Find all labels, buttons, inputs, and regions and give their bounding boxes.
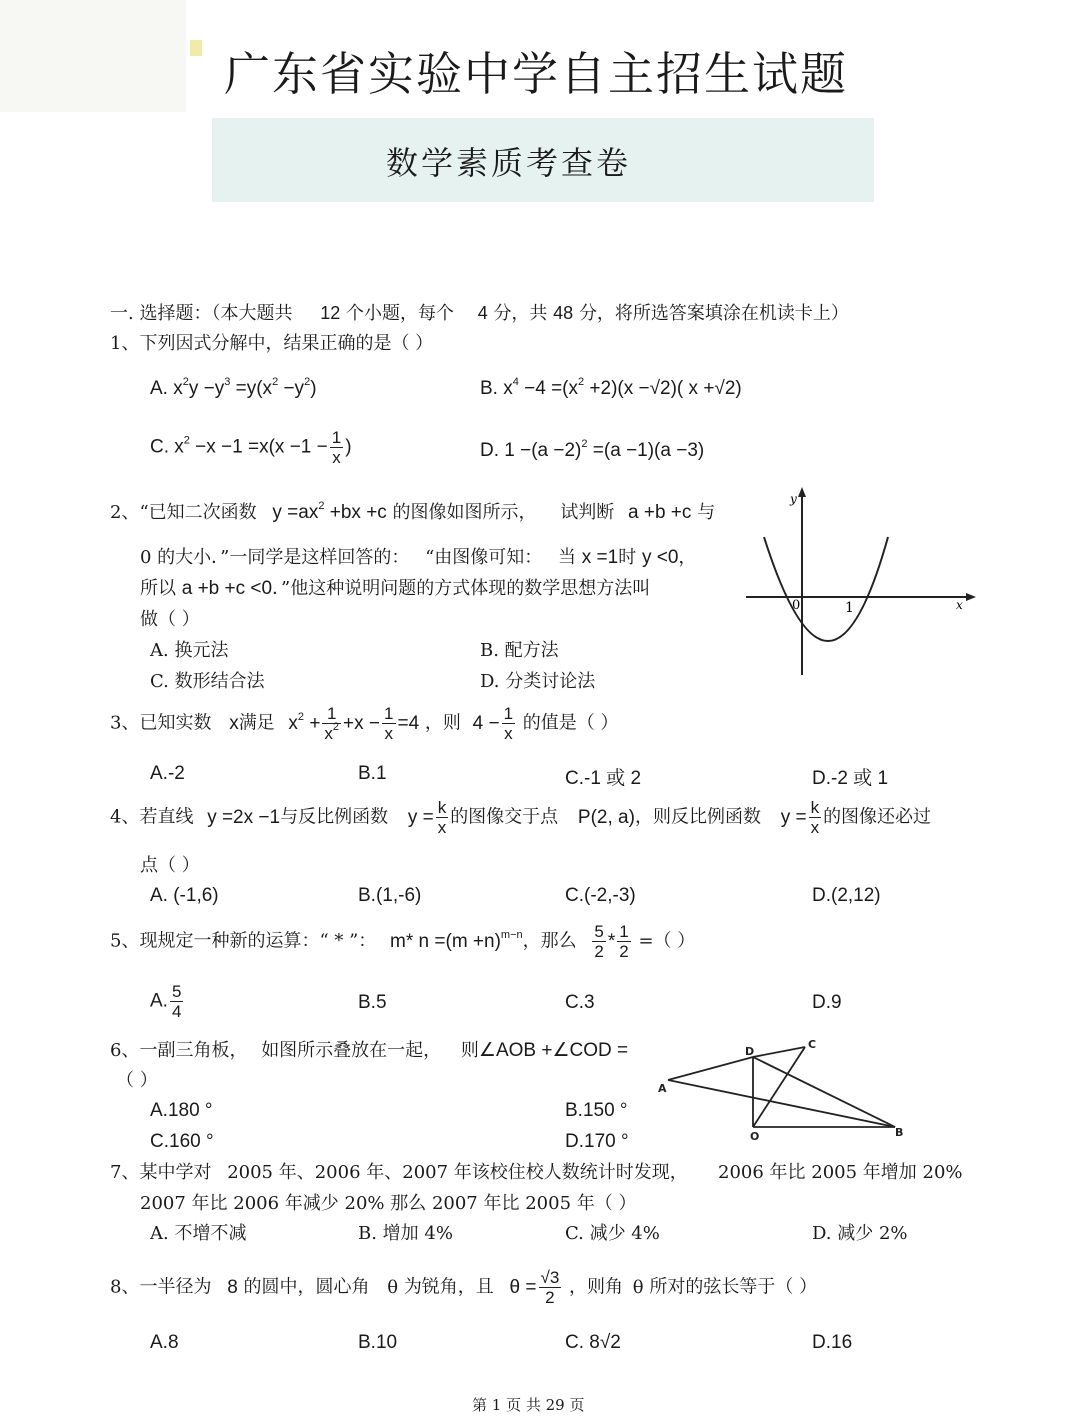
origin-label: 0 [792, 598, 801, 613]
q2-line3: 所以 a +b +c <0．”他这种说明问题的方式体现的数学思想方法叫 [140, 578, 651, 599]
q1-stem: 1、下列因式分解中，结果正确的是（ ） [110, 333, 434, 354]
q4-option-d: D.(2,12) [812, 885, 881, 906]
q7-line1: 7、某中学对 2005 年、2006 年、2007 年该校住校人数统计时发现， [110, 1162, 688, 1183]
q4-option-a: A. (-1,6) [150, 885, 219, 906]
q2-option-b: B. 配方法 [480, 640, 559, 661]
q2-option-a: A. 换元法 [150, 640, 229, 661]
q2-line4: 做（ ） [140, 609, 200, 630]
q6-option-b: B.150 ° [565, 1100, 628, 1121]
q7-line1-right: 2006 年比 2005 年增加 20% [718, 1162, 963, 1183]
q4-option-b: B.(1,-6) [358, 885, 422, 906]
label-b: B [895, 1126, 904, 1139]
y-label: y [790, 492, 797, 506]
q7-option-c: C. 减少 4% [565, 1223, 660, 1244]
q6-option-a: A.180 ° [150, 1100, 213, 1121]
q4-stem: 4、若直线 y =2x −1与反比例函数 y = $\frac{k}{x}$ 的图像交于点 P(2, a)，则反比例函数 y = $\frac{k}{x}$ 的图像还必过 [110, 798, 932, 837]
q3-option-a: A.-2 [150, 763, 185, 784]
q6-option-d: D.170 ° [565, 1131, 629, 1152]
q6-line2: （ ） [116, 1070, 158, 1091]
x-label: x [956, 598, 963, 612]
q3-option-d: D.-2 或 1 [812, 768, 889, 789]
page-footer: 第 1 页 共 29 页 [472, 1396, 585, 1414]
x-axis-arrow [966, 593, 976, 601]
q5-option-c: C.3 [565, 992, 595, 1013]
q7-line2: 2007 年比 2006 年减少 20% 那么 2007 年比 2005 年（ ） [140, 1193, 637, 1214]
parabola-graph [740, 485, 980, 680]
label-d: D [745, 1045, 755, 1058]
q8-option-c: C. 8√2 [565, 1332, 621, 1353]
q8-option-d: D.16 [812, 1332, 853, 1353]
label-o: O [750, 1130, 760, 1143]
q1-option-c: C. $x^2 -x -1 =x(x -1$ − $\frac{1}{x}$ ) [150, 428, 352, 467]
y-axis-arrow [798, 487, 806, 497]
q8-option-b: B.10 [358, 1332, 398, 1353]
q6-stem: 6、一副三角板， 如图所示叠放在一起， 则∠AOB +∠COD = [110, 1040, 629, 1061]
q2-line1: 2、“已知二次函数 $y =ax^2 +bx +c$ 的图像如图所示， 试判断 a +b +c 与 [110, 500, 716, 523]
corner-shade [0, 0, 186, 112]
tick-label: 1 [845, 600, 854, 616]
q5-option-b: B.5 [358, 992, 387, 1013]
q1-option-d: D. $1 -(a -2)^2 =(a -1)(a -3)$ [480, 438, 705, 461]
q4-line2: 点（ ） [140, 855, 200, 876]
yellow-mark [190, 40, 202, 56]
q3-option-c: C.-1 或 2 [565, 768, 642, 789]
q2-option-c: C. 数形结合法 [150, 671, 265, 692]
q2-line2: 0 的大小．”一同学是这样回答的： “由图像可知： 当 x =1时 y <0， [140, 547, 697, 568]
q7-option-d: D. 减少 2% [812, 1223, 908, 1244]
q8-option-a: A.8 [150, 1332, 179, 1353]
q5-stem: 5、现规定一种新的运算：“ * ”： m* $n =(m +n)^{m-n}$，那么 $\frac{5}{2}$ * $\frac{1}{2}$ =（ ） [110, 922, 696, 961]
q4-option-c: C.(-2,-3) [565, 885, 636, 906]
label-a: A [658, 1082, 667, 1095]
section-header: 一. 选择题：（本大题共 12 个小题，每个 4 分，共 48 分，将所选答案填涂在机读卡上） [110, 303, 849, 324]
q1-option-b: B. $x^4 -4 =(x^2 +2)(x -√2)$( x +√2) [480, 376, 742, 399]
q3-stem: 3、已知实数 x满足 $x^2$ + $\frac{1}{x^2}$ +x − $\frac{1}{x}$ =4 ，则 4 − $\frac{1}{x}$ 的值是（ ） [110, 704, 619, 743]
triangle-figure [655, 1035, 910, 1145]
label-c: C [808, 1038, 817, 1051]
q5-option-d: D.9 [812, 992, 842, 1013]
q2-option-d: D. 分类讨论法 [480, 671, 596, 692]
q1-option-a: A. $x^2y -y^3 =y(x^2 -y^2)$ [150, 376, 317, 399]
page-subtitle: 数学素质考查卷 [386, 144, 632, 182]
parabola-curve [764, 537, 888, 641]
q7-option-a: A. 不增不减 [150, 1223, 247, 1244]
page-title: 广东省实验中学自主招生试题 [224, 47, 848, 101]
q3-option-b: B.1 [358, 763, 387, 784]
q6-option-c: C.160 ° [150, 1131, 214, 1152]
q5-option-a: A. $\frac{5}{4}$ [150, 982, 182, 1021]
q7-option-b: B. 增加 4% [358, 1223, 453, 1244]
q8-stem: 8、一半径为 8 的圆中，圆心角 θ 为锐角，且 θ = $\frac{√3}{2}$ ，则角 θ 所对的弦长等于（ ） [110, 1268, 818, 1307]
